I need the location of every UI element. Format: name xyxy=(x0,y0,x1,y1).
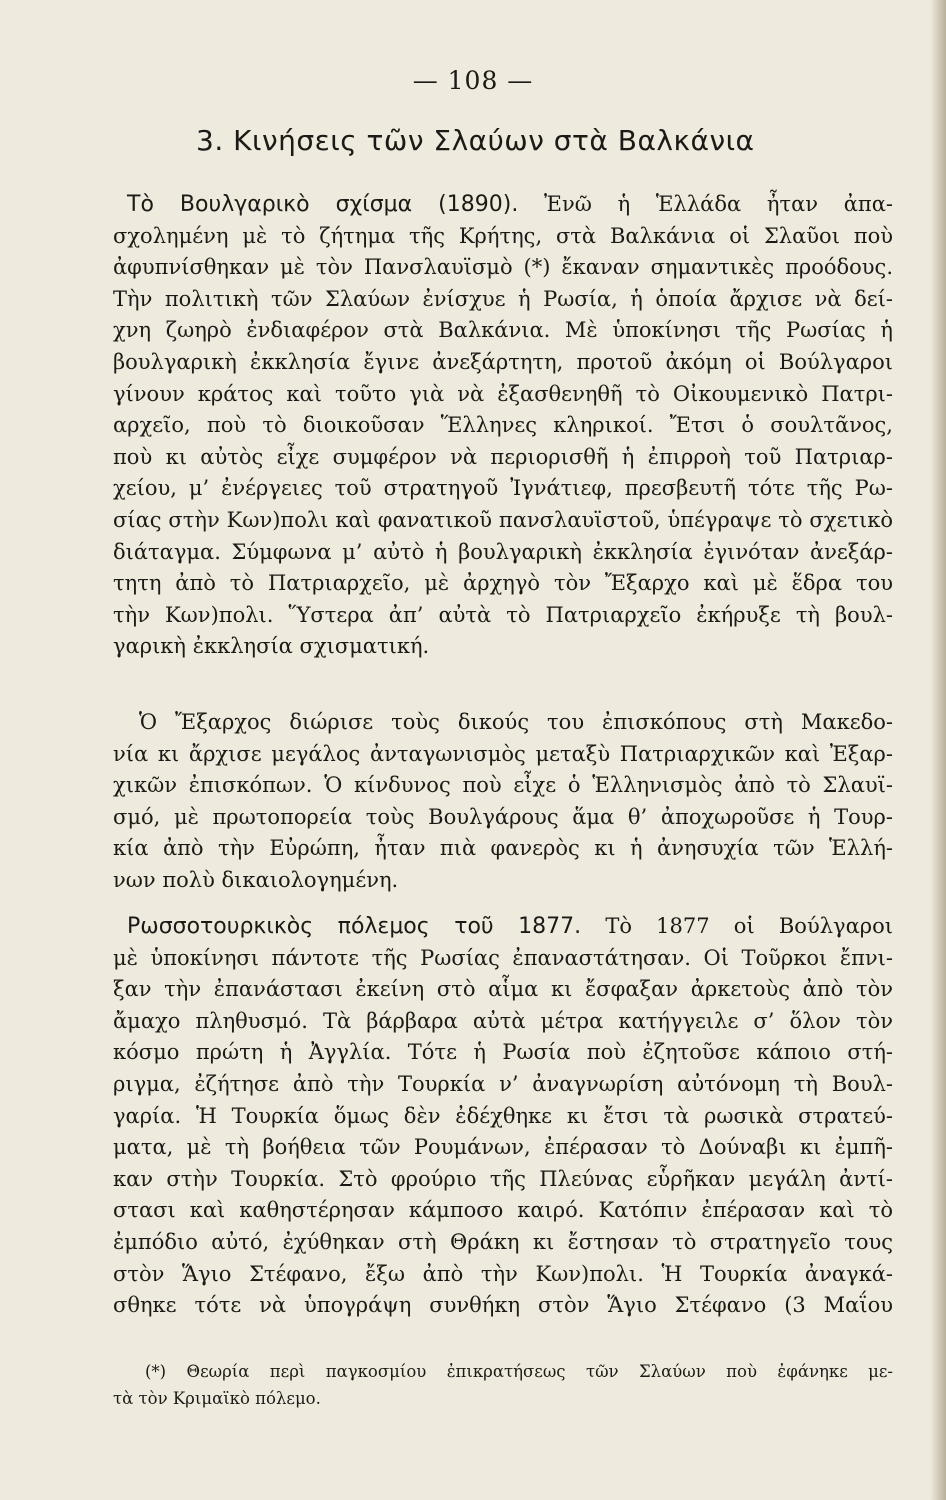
text-line: καν στὴν Τουρκία. Στὸ φρούριο τῆς Πλεύνας εὗρῆκαν μεγάλη ἀντί- xyxy=(113,1166,893,1191)
text-line: ξαν τὴν ἐπανάστασι ἐκείνη στὸ αἷμα κι ἔσφαξαν ἀρκετοὺς ἀπὸ τὸν xyxy=(113,977,893,1002)
text-line: τὴν Κων)πολι. Ὕστερα ἀπ’ αὐτὰ τὸ Πατριαρχεῖο ἐκήρυξε τὴ βουλ- xyxy=(113,602,893,627)
footnote-line: τὰ τὸν Κριμαϊκὸ πόλεμο. xyxy=(113,1389,321,1408)
text-line: τητη ἀπὸ τὸ Πατριαρχεῖο, μὲ ἀρχηγὸ τὸν Ἔξαρχο καὶ μὲ ἕδρα του xyxy=(113,571,893,596)
text-line: χνη ζωηρὸ ἐνδιαφέρον στὰ Βαλκάνια. Μὲ ὑποκίνησι τῆς Ρωσίας ἡ xyxy=(113,318,893,343)
page-number: — 108 — xyxy=(412,66,534,95)
text-line: στὸν Ἅγιο Στέφανο, ἔξω ἀπὸ τὴν Κων)πολι. Ἡ Τουρκία ἀναγκά- xyxy=(113,1261,893,1286)
text-line: χείου, μ’ ἐνέργειες τοῦ στρατηγοῦ Ἰγνάτιεφ, πρεσβευτῆ τότε τῆς Ρω- xyxy=(113,476,893,501)
text-line: βουλγαρικὴ ἐκκλησία ἔγινε ἀνεξάρτητη, προτοῦ ἀκόμη οἱ Βούλγαροι xyxy=(113,349,893,374)
text-line: Ὁ Ἔξαρχος διώρισε τοὺς δικούς του ἐπισκόπους στὴ Μακεδο- xyxy=(139,710,893,734)
section-russo-turkish-war xyxy=(113,911,893,1322)
text-line: ἄμαχο πληθυσμό. Τὰ βάρβαρα αὐτὰ μέτρα κατήγγειλε σ’ ὅλον τὸν xyxy=(113,1008,893,1033)
text-line: σθηκε τότε νὰ ὑπογράψη συνθήκη στὸν Ἅγιο Στέφανο (3 Μαΐου xyxy=(113,1293,893,1318)
text-run: Τὸ 1877 οἱ Βούλγαροι xyxy=(581,914,893,938)
text-line xyxy=(113,189,893,221)
text-line: σχολημένη μὲ τὸ ζήτημα τῆς Κρήτης, στὰ Βαλκάνια οἱ Σλαῦοι ποὺ xyxy=(113,223,893,248)
footnote-line: (*) Θεωρία περὶ παγκοσμίου ἐπικρατήσεως τῶν Σλαύων ποὺ ἐφάνηκε με- xyxy=(145,1362,893,1381)
page-edge-shadow xyxy=(930,0,946,1500)
text-line: γαρία. Ἡ Τουρκία ὅμως δὲν ἐδέχθηκε κι ἔτσι τὰ ρωσικὰ στρατεύ- xyxy=(113,1103,893,1128)
text-line: ἐμπόδιο αὐτό, ἐχύθηκαν στὴ Θράκη κι ἔστησαν τὸ στρατηγεῖο τους xyxy=(113,1229,893,1254)
text-line: νων πολὺ δικαιολογημένη. xyxy=(113,867,399,892)
text-line: κόσμο πρώτη ἡ Ἀγγλία. Τότε ἡ Ρωσία ποὺ ἐζητοῦσε κάποιο στή- xyxy=(113,1040,893,1065)
text-line: διάταγμα. Σύμφωνα μ’ αὐτὸ ἡ βουλγαρικὴ ἐκκλησία ἐγινόταν ἀνεξάρ- xyxy=(113,539,893,564)
text-run: Ἐνῶ ἡ Ἑλλάδα ἦταν ἀπα- xyxy=(518,192,893,216)
chapter-title: 3. Κινήσεις τῶν Σλαύων στὰ Βαλκάνια xyxy=(196,124,755,157)
text-line: ποὺ κι αὐτὸς εἶχε συμφέρον νὰ περιορισθῆ ἡ ἐπιρροὴ τοῦ Πατριαρ- xyxy=(113,444,893,469)
text-line: ματα, μὲ τὴ βοήθεια τῶν Ρουμάνων, ἐπέρασαν τὸ Δούναβι κι ἐμπῆ- xyxy=(113,1135,893,1160)
text-line: ἀφυπνίσθηκαν μὲ τὸν Πανσλαυϊσμὸ (*) ἔκαναν σημαντικὲς προόδους. xyxy=(113,255,893,280)
text-line: αρχεῖο, ποὺ τὸ διοικοῦσαν Ἕλληνες κληρικοί. Ἔτσι ὁ σουλτᾶνος, xyxy=(113,413,893,438)
text-line: στασι καὶ καθηστέρησαν κάμποσο καιρό. Κατόπιν ἐπέρασαν καὶ τὸ xyxy=(113,1198,893,1223)
paragraph-exarch xyxy=(113,707,893,897)
text-line: κία ἀπὸ τὴν Εὐρώπη, ἦταν πιὰ φανερὸς κι ἡ ἀνησυχία τῶν Ἑλλή- xyxy=(113,836,893,861)
text-line: γίνουν κράτος καὶ τοῦτο γιὰ νὰ ἐξασθενηθῆ τὸ Οἰκουμενικὸ Πατρι- xyxy=(113,381,893,406)
text-line: Τὴν πολιτικὴ τῶν Σλαύων ἐνίσχυε ἡ Ρωσία, ἡ ὁποία ἄρχισε νὰ δεί- xyxy=(113,286,893,311)
section-heading: Τὸ Βουλγαρικὸ σχίσμα (1890). xyxy=(127,192,519,217)
text-line: σίας στὴν Κων)πολι καὶ φανατικοῦ πανσλαυϊστοῦ, ὑπέγραψε τὸ σχετικὸ xyxy=(113,507,893,532)
text-line: μὲ ὑποκίνησι πάντοτε τῆς Ρωσίας ἐπαναστάτησαν. Οἱ Τοῦρκοι ἔπνι- xyxy=(113,945,893,970)
text-line: ριγμα, ἐζήτησε ἀπὸ τὴν Τουρκία ν’ ἀναγνωρίση αὐτόνομη τὴ Βουλ- xyxy=(113,1071,893,1096)
section-heading: Ρωσσοτουρκικὸς πόλεμος τοῦ 1877. xyxy=(127,914,582,939)
text-line xyxy=(113,911,893,943)
text-line: χικῶν ἐπισκόπων. Ὁ κίνδυνος ποὺ εἶχε ὁ Ἑλληνισμὸς ἀπὸ τὸ Σλαυϊ- xyxy=(113,773,893,798)
text-line: σμό, μὲ πρωτοπορεία τοὺς Βουλγάρους ἅμα θ’ ἀποχωροῦσε ἡ Τουρ- xyxy=(113,804,893,829)
text-line: γαρικὴ ἐκκλησία σχισματική. xyxy=(113,634,430,659)
section-bulgarian-schism xyxy=(113,189,893,663)
text-line: νία κι ἄρχισε μεγάλος ἀνταγωνισμὸς μεταξὺ Πατριαρχικῶν καὶ Ἐξαρ- xyxy=(113,741,893,766)
footnote xyxy=(113,1358,893,1412)
